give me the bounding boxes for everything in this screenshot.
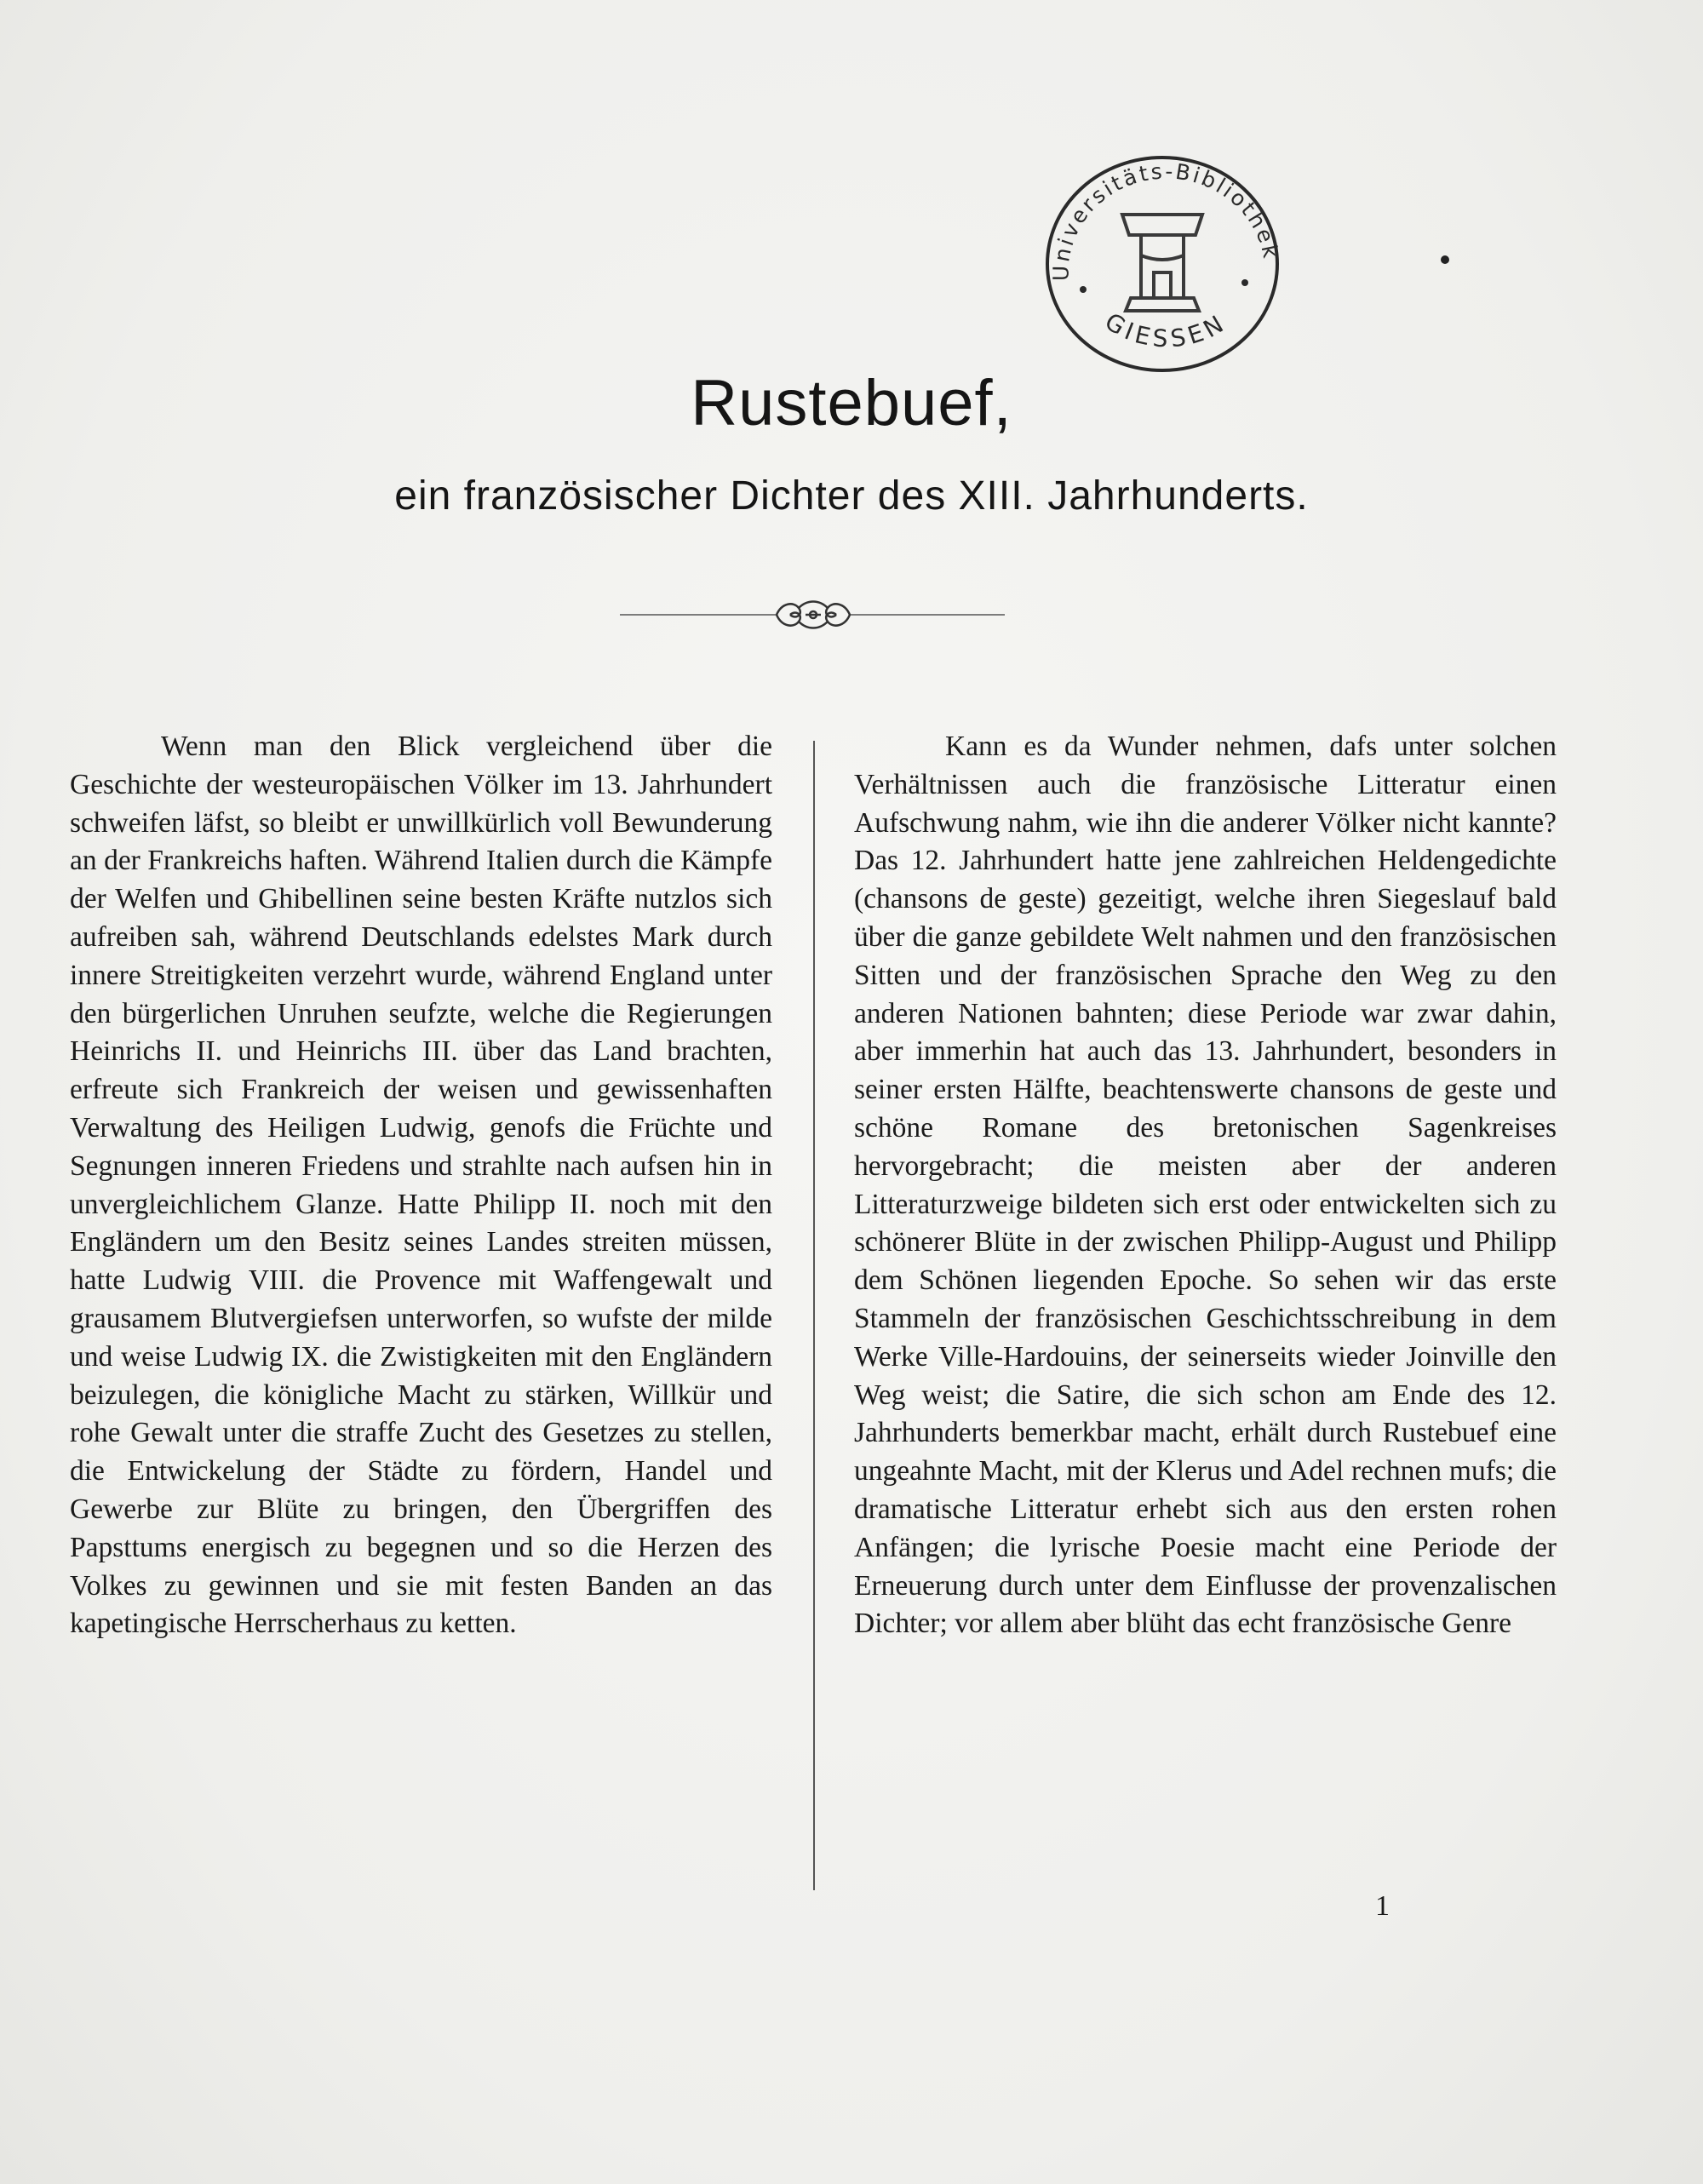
- library-stamp: [1022, 136, 1303, 383]
- right-text-column: [854, 728, 1557, 1643]
- library-stamp-icon: [1022, 136, 1303, 383]
- paragraph-left: Wenn man den Blick vergleichend über die Geschichte der westeuropäischen Völker im 13. Jahrhundert schweifen läfst, so bleibt er unwillkürlich voll Bewunderung an der Frankreichs haften. Während Italien durch die Kämpfe der Welfen und Ghibellinen seine besten Kräfte nutzlos sich aufreiben sah, während Deutschlands edelstes Mark durch innere Streitigkeiten verzehrt wurde, während England unter den bürgerlichen Unruhen seufzte, welche die Regierungen Heinrichs II. und Heinrichs III. über das Land brachten, erfreute sich Frankreich der weisen und gewissenhaften Verwaltung des Heiligen Ludwig, genofs die Früchte und Segnungen inneren Friedens und strahlte nach aufsen hin in unvergleichlichem Glanze. Hatte Philipp II. noch mit den Engländern um den Besitz seines Landes streiten müssen, hatte Ludwig VIII. die Provence mit Waffengewalt und grausamem Blutvergiefsen unterworfen, so wufste der milde und weise Ludwig IX. die Zwistigkeiten mit den Engländern beizulegen, die königliche Macht zu stärken, Willkür und rohe Gewalt unter die straffe Zucht des Gesetzes zu stellen, die Entwickelung der Städte zu fördern, Handel und Gewerbe zur Blüte zu bringen, den Übergriffen des Papsttums energisch zu begegnen und so die Herzen des Volkes zu gewinnen und sie mit festen Banden an das kapetingische Herrscherhaus zu ketten.: [70, 731, 772, 1640]
- svg-text:Universitäts-Bibliothek: Universitäts-Bibliothek: [1048, 158, 1284, 282]
- ornament-flourish-icon: [613, 588, 1013, 642]
- page-title: Rustebuef,: [691, 367, 1012, 439]
- paragraph-right: Kann es da Wunder nehmen, dafs unter solchen Verhältnissen auch die französische Litteratur einen Aufschwung nahm, wie ihn die anderer Völker nicht kannte? Das 12. Jahrhundert hatte jene zahlreichen Heldengedichte (chansons de geste) gezeitigt, welche ihren Siegeslauf bald über die ganze gebildete Welt nahmen und den französischen Sitten und der französischen Sprache den Weg zu den anderen Nationen bahnten; diese Periode war zwar dahin, aber immerhin hat auch das 13. Jahrhundert, besonders in seiner ersten Hälfte, beachtenswerte chansons de geste und schöne Romane des bretonischen Sagenkreises hervorgebracht; die meisten aber der anderen Litteraturzweige bildeten sich erst oder entwickelten sich zu schönerer Blüte in der zwischen Philipp-August und Philipp dem Schönen liegenden Epoche. So sehen wir das erste Stammeln der französischen Geschichtsschreibung in dem Werke Ville-Hardouins, der seinerseits wieder Joinville den Weg weist; die Satire, die sich schon am Ende des 12. Jahrhunderts bemerkbar macht, erhält durch Rustebuef eine ungeahnte Macht, mit der Klerus und Adel rechnen mufs; die dramatische Litteratur erhebt sich aus den ersten rohen Anfängen; die lyrische Poesie macht eine Periode der Erneuerung durch unter dem Einflusse der provenzalischen Dichter; vor allem aber blüht das echt französische Genre: [854, 731, 1557, 1640]
- svg-text:GIESSEN: GIESSEN: [1099, 307, 1232, 353]
- page-subtitle: ein französischer Dichter des XIII. Jahrhunderts.: [394, 473, 1309, 519]
- stamp-mark: [1441, 255, 1449, 264]
- left-text-column: [70, 728, 772, 1643]
- column-divider: [813, 741, 815, 1890]
- ornament-divider: [613, 588, 1013, 642]
- page-number: 1: [1375, 1890, 1390, 1922]
